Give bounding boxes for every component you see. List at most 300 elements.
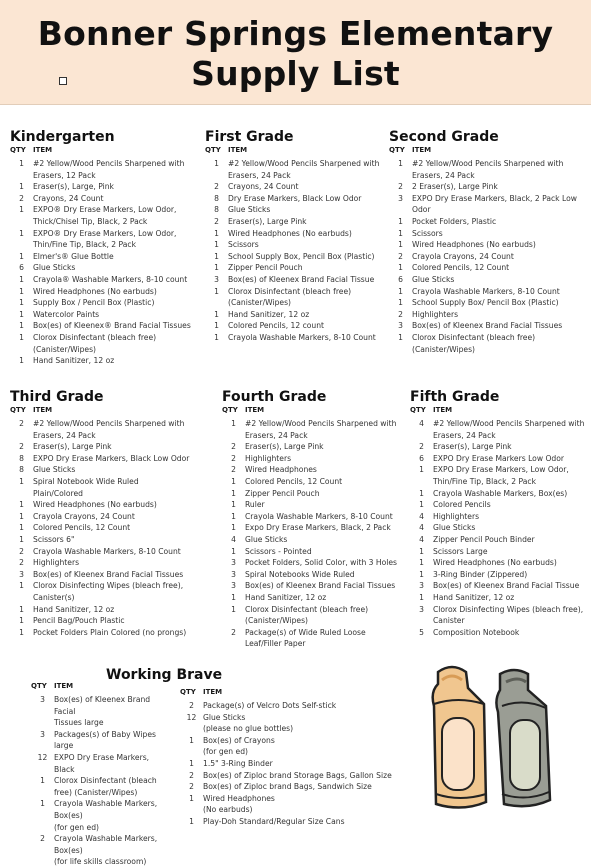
grade-section-fifth-grade xyxy=(410,389,590,638)
grade-title: Third Grade xyxy=(10,389,104,405)
list-item xyxy=(389,239,587,251)
item-text: Box(es) of Ziploc brand Bags, Sandwich Size xyxy=(203,782,372,792)
item-text: Box(es) of Crayons xyxy=(203,735,275,745)
list-item xyxy=(10,557,210,569)
item-qty: 1 xyxy=(398,286,403,296)
item-text: Clorox Disinfecting Wipes (bleach free), xyxy=(33,581,184,591)
page-subtitle: Supply List xyxy=(191,54,400,93)
list-item xyxy=(180,781,410,793)
item-qty: 1 xyxy=(189,793,194,803)
item-qty xyxy=(31,822,54,834)
list-item xyxy=(10,344,200,356)
item-text: Glue Sticks xyxy=(33,465,76,475)
item-qty: 12 xyxy=(37,752,48,762)
item-qty xyxy=(10,592,33,604)
list-item xyxy=(389,204,587,216)
item-text: Colored Pencils xyxy=(433,500,491,510)
column-headers xyxy=(10,146,200,155)
item-text: #2 Yellow/Wood Pencils Sharpened with xyxy=(33,159,185,168)
item-text: Scissors 6" xyxy=(33,534,75,544)
item-qty: 1 xyxy=(214,309,219,319)
item-text: Package(s) of Velcro Dots Self-stick xyxy=(203,701,337,710)
column-headers xyxy=(180,688,410,697)
list-item xyxy=(31,752,171,775)
item-qty: 1 xyxy=(398,228,403,238)
crayons-icon xyxy=(428,662,560,812)
supply-list xyxy=(31,694,171,868)
item-text: Crayons, 24 Count xyxy=(33,193,104,203)
item-text: #2 Yellow/Wood Pencils Sharpened with xyxy=(33,419,185,428)
list-item xyxy=(410,546,590,558)
item-text: Erasers, 12 Pack xyxy=(33,170,96,180)
item-qty xyxy=(10,239,33,251)
item-qty: 2 xyxy=(19,558,24,568)
list-item xyxy=(10,320,200,332)
item-text: Crayola Washable Markers, 8-10 Count xyxy=(412,286,560,296)
list-item xyxy=(10,615,210,627)
item-qty: 1 xyxy=(19,581,24,591)
item-qty xyxy=(31,845,54,857)
item-text: Clorox Disinfectant (bleach free) xyxy=(245,604,369,614)
item-qty xyxy=(31,787,54,799)
item-qty: 2 xyxy=(19,419,24,428)
item-column-header: ITEM xyxy=(54,682,74,690)
item-qty: 1 xyxy=(214,228,219,238)
item-qty: 1 xyxy=(231,604,236,614)
item-text: Pocket Folders Plain Colored (no prongs) xyxy=(33,627,187,637)
item-text: (Canister/Wipes) xyxy=(33,344,96,354)
item-qty: 1 xyxy=(19,251,24,261)
list-item xyxy=(389,286,587,298)
list-item xyxy=(10,251,200,263)
working-brave-left-list xyxy=(31,681,171,868)
item-text: Plain/Colored xyxy=(33,488,83,498)
list-item xyxy=(10,464,210,476)
item-qty: 1 xyxy=(419,546,424,556)
item-qty: 1 xyxy=(231,488,236,498)
item-text: Box(es) of Kleenex Brand Facial Tissues xyxy=(245,581,396,591)
item-text: Supply Box / Pencil Box (Plastic) xyxy=(33,298,155,308)
list-item xyxy=(222,476,410,488)
item-text: Wired Headphones (No earbuds) xyxy=(33,500,157,510)
list-item xyxy=(222,488,410,500)
item-qty: 1 xyxy=(19,321,24,331)
item-qty: 1 xyxy=(19,274,24,284)
item-qty: 1 xyxy=(398,240,403,250)
item-text: Highlighters xyxy=(412,309,459,319)
item-text: Crayola Crayons, 24 Count xyxy=(33,511,135,521)
item-text: Crayola Washable Markers, 8-10 Count xyxy=(228,332,376,342)
item-text: Crayola Washable Markers, 8-10 Count xyxy=(245,511,393,521)
item-qty: 1 xyxy=(419,569,424,579)
item-qty: 1 xyxy=(231,419,236,428)
item-qty: 1 xyxy=(398,263,403,273)
item-qty: 6 xyxy=(419,453,424,463)
list-item xyxy=(389,170,587,182)
list-item xyxy=(205,320,385,332)
item-text: Crayola Crayons, 24 Count xyxy=(412,251,514,261)
item-text: 1.5" 3-Ring Binder xyxy=(203,758,273,768)
item-text: EXPO Dry Erase Markers, Black Low Odor xyxy=(33,453,190,463)
item-qty: 1 xyxy=(19,356,24,366)
item-text: 2 Eraser(s), Large Pink xyxy=(412,182,498,192)
item-text: free) (Canister/Wipes) xyxy=(54,787,138,797)
item-qty: 1 xyxy=(189,758,194,768)
list-item xyxy=(205,297,385,309)
column-headers xyxy=(10,406,210,415)
supply-list xyxy=(222,418,410,650)
item-qty: 2 xyxy=(398,309,403,319)
item-text: Zipper Pencil Pouch xyxy=(245,488,320,498)
list-item xyxy=(180,816,410,828)
item-qty xyxy=(10,216,33,228)
item-text: School Supply Box/ Pencil Box (Plastic) xyxy=(412,298,559,308)
item-qty: 5 xyxy=(419,627,424,637)
list-item xyxy=(205,251,385,263)
item-text: Clorox Disinfectant (bleach free) xyxy=(228,286,352,296)
item-text: Hand Sanitizer, 12 oz xyxy=(228,309,310,319)
item-text: (Canister/Wipes) xyxy=(245,616,308,626)
item-text: (please no glue bottles) xyxy=(203,724,294,734)
item-qty: 1 xyxy=(19,523,24,533)
item-text: Pocket Folders, Solid Color, with 3 Holes xyxy=(245,558,398,568)
item-text: Wired Headphones xyxy=(245,465,317,475)
item-qty: 1 xyxy=(19,286,24,296)
item-qty: 1 xyxy=(231,500,236,510)
list-item xyxy=(10,216,200,228)
item-qty: 2 xyxy=(189,770,194,780)
item-text: (Canister/Wipes) xyxy=(228,298,291,308)
item-text: Glue Sticks xyxy=(33,263,76,273)
item-qty xyxy=(31,810,54,822)
item-qty xyxy=(205,170,228,182)
list-item xyxy=(222,522,410,534)
item-text: Spiral Notebooks Wide Ruled xyxy=(245,569,355,579)
list-item xyxy=(410,627,590,639)
item-text: #2 Yellow/Wood Pencils Sharpened with xyxy=(245,419,397,428)
item-qty: 2 xyxy=(231,453,236,463)
list-item xyxy=(222,499,410,511)
qty-column-header: QTY xyxy=(222,406,238,414)
list-item xyxy=(10,569,210,581)
list-item xyxy=(31,845,171,857)
item-text: Glue Sticks xyxy=(228,205,271,215)
item-text: Composition Notebook xyxy=(433,627,520,637)
list-item xyxy=(222,464,410,476)
item-text: Box(es) of Kleenex Brand Facial xyxy=(54,695,151,716)
item-qty xyxy=(410,430,433,442)
item-qty xyxy=(31,717,54,729)
item-text: Box(es) of Kleenex Brand Facial Tissues xyxy=(33,569,184,579)
item-qty xyxy=(10,430,33,442)
qty-column-header: QTY xyxy=(10,406,26,414)
list-item xyxy=(205,286,385,298)
item-qty: 1 xyxy=(231,546,236,556)
list-item xyxy=(410,522,590,534)
item-text: Spiral Notebook Wide Ruled xyxy=(33,476,139,486)
item-qty: 2 xyxy=(214,182,219,192)
list-item xyxy=(10,262,200,274)
list-item xyxy=(10,170,200,182)
item-text: Packages(s) of Baby Wipes xyxy=(54,729,156,739)
item-text: #2 Yellow/Wood Pencils Sharpened with xyxy=(412,159,564,168)
list-item xyxy=(222,453,410,465)
item-qty xyxy=(180,723,203,735)
item-text: (for gen ed) xyxy=(203,747,248,757)
item-qty: 1 xyxy=(189,735,194,745)
working-brave-right-list xyxy=(180,687,410,828)
item-qty: 8 xyxy=(214,205,219,215)
grade-section-second-grade xyxy=(389,129,587,355)
item-qty xyxy=(10,170,33,182)
item-qty: 3 xyxy=(231,569,236,579)
item-qty: 3 xyxy=(231,558,236,568)
item-text: EXPO Dry Erase Markers, Low Odor, xyxy=(433,465,569,475)
item-text: Wired Headphones (No earbuds) xyxy=(412,240,536,250)
item-text: (for gen ed) xyxy=(54,822,99,832)
list-item xyxy=(205,332,385,344)
item-qty: 2 xyxy=(40,834,45,844)
item-text: Scissors - Pointed xyxy=(245,546,312,556)
item-column-header: ITEM xyxy=(33,406,53,414)
item-text: Highlighters xyxy=(433,511,480,521)
item-text: Clorox Disinfecting Wipes (bleach free), xyxy=(433,604,584,614)
item-text: EXPO® Dry Erase Markers, Low Odor, xyxy=(33,205,177,215)
item-text: Scissors Large xyxy=(433,546,488,556)
item-text: Glue Sticks xyxy=(203,712,246,722)
list-item xyxy=(10,286,200,298)
item-qty: 1 xyxy=(19,228,24,238)
item-qty: 1 xyxy=(40,799,45,809)
list-item xyxy=(31,717,171,729)
list-item xyxy=(410,615,590,627)
item-text: Canister(s) xyxy=(33,592,75,602)
item-qty: 1 xyxy=(419,558,424,568)
list-item xyxy=(180,770,410,782)
item-qty: 2 xyxy=(189,782,194,792)
item-text: large xyxy=(54,741,74,751)
item-text: 3-Ring Binder (Zippered) xyxy=(433,569,528,579)
item-text: Eraser(s), Large, Pink xyxy=(33,182,114,192)
item-qty: 1 xyxy=(214,159,219,168)
item-qty: 1 xyxy=(19,159,24,168)
item-column-header: ITEM xyxy=(33,146,53,154)
list-item xyxy=(205,181,385,193)
item-column-header: ITEM xyxy=(245,406,265,414)
item-qty: 3 xyxy=(40,729,45,739)
item-text: Crayola Washable Markers, 8-10 Count xyxy=(33,546,181,556)
item-qty: 1 xyxy=(214,321,219,331)
list-item xyxy=(31,856,171,868)
list-item xyxy=(389,181,587,193)
list-item xyxy=(222,638,410,650)
item-qty: 2 xyxy=(419,442,424,452)
item-text: EXPO Dry Erase Markers, Black xyxy=(54,752,150,774)
list-item xyxy=(410,488,590,500)
column-headers xyxy=(410,406,590,415)
column-headers xyxy=(31,682,171,691)
list-item xyxy=(31,775,171,787)
grade-section-third-grade xyxy=(10,389,210,638)
page-title: Bonner Springs Elementary xyxy=(37,14,554,53)
list-item xyxy=(389,193,587,205)
item-qty: 2 xyxy=(214,216,219,226)
item-qty: 3 xyxy=(40,695,45,704)
item-text: Box(es) of Kleenex Brand Facial Tissue xyxy=(433,581,580,591)
list-item xyxy=(410,604,590,616)
list-item xyxy=(389,320,587,332)
item-qty: 2 xyxy=(189,701,194,710)
list-item xyxy=(222,580,410,592)
item-text: Box(es) xyxy=(54,810,83,820)
list-item xyxy=(222,569,410,581)
list-item xyxy=(10,297,200,309)
list-item xyxy=(31,822,171,834)
item-text: Wired Headphones (No earbuds) xyxy=(33,286,157,296)
item-text: Glue Sticks xyxy=(412,274,455,284)
list-item xyxy=(31,787,171,799)
supply-list xyxy=(205,158,385,344)
item-text: Zipper Pencil Pouch xyxy=(228,263,303,273)
list-item xyxy=(180,804,410,816)
supply-list xyxy=(10,158,200,367)
item-text: Canister xyxy=(433,616,465,626)
list-item xyxy=(10,476,210,488)
item-text: Wired Headphones xyxy=(203,793,275,803)
item-qty xyxy=(410,476,433,488)
item-text: Erasers, 24 Pack xyxy=(412,170,475,180)
item-qty: 1 xyxy=(19,332,24,342)
list-item xyxy=(205,262,385,274)
item-qty xyxy=(10,488,33,500)
list-item xyxy=(10,239,200,251)
list-item xyxy=(389,309,587,321)
item-text: School Supply Box, Pencil Box (Plastic) xyxy=(228,251,375,261)
list-item xyxy=(205,228,385,240)
list-item xyxy=(222,546,410,558)
item-qty: 1 xyxy=(19,205,24,215)
item-qty: 1 xyxy=(19,604,24,614)
list-item xyxy=(10,499,210,511)
item-text: Hand Sanitizer, 12 oz xyxy=(33,604,115,614)
list-item xyxy=(10,418,210,430)
item-text: Tissues large xyxy=(54,718,104,728)
item-text: Ruler xyxy=(245,500,265,510)
item-column-header: ITEM xyxy=(433,406,453,414)
item-text: Pencil Bag/Pouch Plastic xyxy=(33,616,125,626)
item-qty: 2 xyxy=(231,442,236,452)
item-qty: 1 xyxy=(231,592,236,602)
item-qty: 2 xyxy=(231,465,236,475)
list-item xyxy=(389,332,587,344)
list-item xyxy=(10,546,210,558)
list-item xyxy=(10,430,210,442)
item-qty: 1 xyxy=(19,511,24,521)
item-text: Eraser(s), Large Pink xyxy=(433,442,512,452)
item-qty: 1 xyxy=(398,159,403,168)
item-qty: 1 xyxy=(19,309,24,319)
item-qty: 8 xyxy=(19,465,24,475)
item-qty xyxy=(31,856,54,868)
item-text: EXPO Dry Erase Markers Low Odor xyxy=(433,453,565,463)
item-qty: 4 xyxy=(419,534,424,544)
list-item xyxy=(410,534,590,546)
item-text: (for life skills classroom) xyxy=(54,857,147,867)
item-qty: 1 xyxy=(214,240,219,250)
list-item xyxy=(10,355,200,367)
item-qty xyxy=(180,746,203,758)
item-text: Thick/Chisel Tip, Black, 2 Pack xyxy=(33,216,148,226)
grade-title: Fourth Grade xyxy=(222,389,327,405)
list-item xyxy=(410,418,590,430)
list-item xyxy=(410,441,590,453)
list-item xyxy=(10,309,200,321)
list-item xyxy=(222,557,410,569)
item-text: Wired Headphones (No earbuds) xyxy=(433,558,557,568)
item-qty: 1 xyxy=(419,465,424,475)
item-text: Colored Pencils, 12 count xyxy=(228,321,325,331)
item-qty: 6 xyxy=(19,263,24,273)
grade-section-fourth-grade xyxy=(222,389,410,650)
item-text: (Canister/Wipes) xyxy=(412,344,475,354)
supply-list xyxy=(410,418,590,638)
item-qty: 1 xyxy=(398,216,403,226)
item-qty: 1 xyxy=(19,627,24,637)
item-qty xyxy=(10,344,33,356)
item-text: Hand Sanitizer, 12 oz xyxy=(33,356,115,366)
list-item xyxy=(205,239,385,251)
item-qty: 2 xyxy=(19,442,24,452)
list-item xyxy=(31,833,171,845)
list-item xyxy=(31,810,171,822)
item-text: Dry Erase Markers, Black Low Odor xyxy=(228,193,362,203)
grade-section-kindergarten xyxy=(10,129,200,367)
list-item xyxy=(410,592,590,604)
item-qty: 12 xyxy=(186,712,197,722)
item-text: Scissors xyxy=(412,228,443,238)
list-item xyxy=(205,274,385,286)
item-qty xyxy=(410,615,433,627)
list-item xyxy=(389,228,587,240)
list-item xyxy=(222,511,410,523)
list-item xyxy=(222,534,410,546)
item-text: Box(es) of Kleenex® Brand Facial Tissues xyxy=(33,321,191,331)
item-qty xyxy=(222,615,245,627)
item-qty: 1 xyxy=(19,182,24,192)
list-item xyxy=(10,332,200,344)
item-qty: 3 xyxy=(398,193,403,203)
list-item xyxy=(31,740,171,752)
item-qty: 1 xyxy=(19,298,24,308)
list-item xyxy=(10,534,210,546)
item-qty: 1 xyxy=(419,500,424,510)
grade-title: First Grade xyxy=(205,129,294,145)
checkbox[interactable] xyxy=(59,77,67,85)
list-item xyxy=(205,193,385,205)
list-item xyxy=(389,297,587,309)
item-qty xyxy=(222,430,245,442)
list-item xyxy=(410,580,590,592)
item-qty: 1 xyxy=(40,776,45,786)
list-item xyxy=(10,511,210,523)
item-qty: 3 xyxy=(231,581,236,591)
item-text: Pocket Folders, Plastic xyxy=(412,216,497,226)
item-text: Box(es) of Kleenex Brand Facial Tissues xyxy=(412,321,563,331)
item-qty: 3 xyxy=(419,604,424,614)
list-item xyxy=(180,746,410,758)
item-text: Colored Pencils, 12 Count xyxy=(412,263,510,273)
supply-list xyxy=(180,700,410,828)
